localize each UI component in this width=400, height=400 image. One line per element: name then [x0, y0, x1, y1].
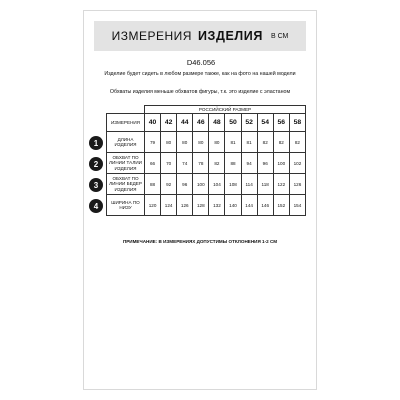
value-cell: 74 — [177, 153, 193, 174]
tolerance-note: ПРИМЕЧАНИЕ: В ИЗМЕРЕНИЯХ ДОПУСТИМЫ ОТКЛОНЕНИЯ 1-2 СМ — [122, 239, 278, 244]
size-row — [107, 114, 306, 132]
value-cell: 78 — [193, 153, 209, 174]
size-header-50: 50 — [225, 114, 241, 132]
table-row — [107, 153, 306, 174]
size-header-44: 44 — [177, 114, 193, 132]
row-number-marker: 3 — [89, 178, 103, 192]
value-cell: 104 — [209, 174, 225, 195]
value-cell: 94 — [241, 153, 257, 174]
value-cell: 88 — [225, 153, 241, 174]
row-label: ОБХВАТ ПО ЛИНИИ БЕДЕР ИЗДЕЛИЯ — [107, 174, 145, 195]
value-cell: 80 — [193, 132, 209, 153]
value-cell: 92 — [161, 174, 177, 195]
value-cell: 118 — [257, 174, 273, 195]
value-cell: 108 — [225, 174, 241, 195]
value-cell: 66 — [145, 153, 161, 174]
value-cell: 100 — [193, 174, 209, 195]
value-cell: 124 — [161, 195, 177, 216]
value-cell: 122 — [273, 174, 289, 195]
title-bar — [94, 21, 306, 51]
size-header-46: 46 — [193, 114, 209, 132]
value-cell: 88 — [145, 174, 161, 195]
value-cell: 82 — [209, 153, 225, 174]
table-row — [107, 195, 306, 216]
table-row — [107, 132, 306, 153]
value-cell: 70 — [161, 153, 177, 174]
value-cell: 82 — [289, 132, 305, 153]
row-number-marker: 4 — [89, 199, 103, 213]
value-cell: 152 — [273, 195, 289, 216]
title-word-product: ИЗДЕЛИЯ — [197, 29, 263, 43]
elastane-note: Обхваты изделия меньше обхватов фигуры, т.к. это изделие с эластаном — [109, 89, 291, 95]
size-table — [106, 105, 306, 216]
value-cell: 126 — [289, 174, 305, 195]
row-label: ОБХВАТ ПО ЛИНИИ ТАЛИИ ИЗДЕЛИЯ — [107, 153, 145, 174]
value-cell: 79 — [145, 132, 161, 153]
row-label: ШИРИНА ПО НИЗУ — [107, 195, 145, 216]
value-cell: 126 — [177, 195, 193, 216]
value-cell: 96 — [257, 153, 273, 174]
value-cell: 100 — [273, 153, 289, 174]
row-number-marker: 2 — [89, 157, 103, 171]
size-header-54: 54 — [257, 114, 273, 132]
measurements-header: ИЗМЕРЕНИЯ — [107, 114, 145, 132]
value-cell: 128 — [193, 195, 209, 216]
row-number-marker: 1 — [89, 136, 103, 150]
size-group-header-row — [107, 106, 306, 114]
value-cell: 140 — [225, 195, 241, 216]
value-cell: 96 — [177, 174, 193, 195]
value-cell: 120 — [145, 195, 161, 216]
title-unit: В СМ — [270, 32, 289, 40]
value-cell: 154 — [289, 195, 305, 216]
value-cell: 102 — [289, 153, 305, 174]
table-row — [107, 174, 306, 195]
empty-corner-cell — [107, 106, 145, 114]
article-code: D46.056 — [186, 58, 216, 67]
size-header-58: 58 — [289, 114, 305, 132]
value-cell: 82 — [273, 132, 289, 153]
title-word-measurements: ИЗМЕРЕНИЯ — [111, 29, 192, 43]
value-cell: 146 — [257, 195, 273, 216]
value-cell: 81 — [241, 132, 257, 153]
value-cell: 80 — [209, 132, 225, 153]
value-cell: 80 — [161, 132, 177, 153]
size-chart-card — [83, 10, 317, 390]
size-header-56: 56 — [273, 114, 289, 132]
value-cell: 80 — [177, 132, 193, 153]
value-cell: 114 — [241, 174, 257, 195]
fit-note: Изделие будет сидеть в любом размере также, как на фото на нашей модели — [104, 71, 296, 77]
value-cell: 82 — [257, 132, 273, 153]
value-cell: 81 — [225, 132, 241, 153]
size-header-42: 42 — [161, 114, 177, 132]
russian-size-header: РОССИЙСКИЙ РАЗМЕР — [145, 106, 306, 114]
size-header-48: 48 — [209, 114, 225, 132]
value-cell: 144 — [241, 195, 257, 216]
size-header-52: 52 — [241, 114, 257, 132]
size-header-40: 40 — [145, 114, 161, 132]
value-cell: 132 — [209, 195, 225, 216]
row-label: ДЛИНА ИЗДЕЛИЯ — [107, 132, 145, 153]
